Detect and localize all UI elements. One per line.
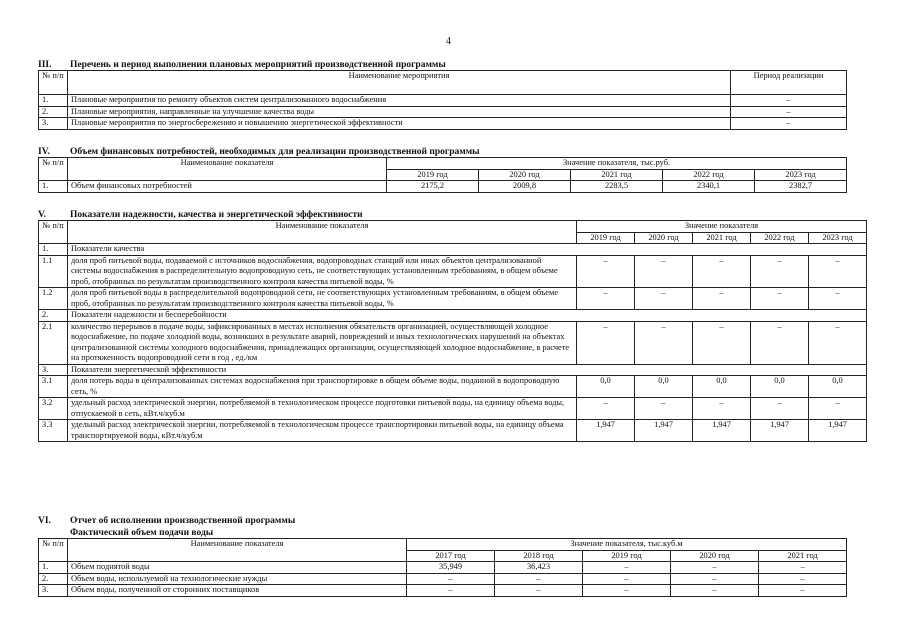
year-header: 2023 год: [809, 232, 867, 244]
year-header: 2021 год: [571, 169, 663, 181]
row-name: доля проб питьевой воды в распределительной водопроводной сети, не соответствующих установленным требованиям, в общем объеме проб, отобранных по результатам производственного контроля качества питьевой воды, %: [68, 288, 577, 310]
section-6-subtitle: Фактический объем подачи воды: [70, 528, 214, 538]
col-value-header: Значение показателя, тыс.куб.м: [407, 539, 847, 551]
row-value: –: [577, 398, 635, 420]
row-value: –: [693, 288, 751, 310]
row-value: –: [635, 255, 693, 288]
row-value: –: [495, 573, 583, 585]
row-name: Объем воды, полученной от сторонних поставщиков: [68, 585, 407, 597]
col-name-header: Наименование показателя: [68, 539, 407, 562]
table-header: [39, 221, 867, 233]
row-value: 0,0: [809, 376, 867, 398]
table-row: [39, 106, 847, 118]
row-value: –: [809, 255, 867, 288]
col-name-header: Наименование показателя: [68, 221, 577, 244]
row-value: –: [583, 585, 671, 597]
section-title: Перечень и период выполнения плановых мероприятий производственной программы: [70, 60, 446, 70]
water-supply-table: [38, 538, 847, 597]
row-number: 2.: [39, 310, 68, 322]
row-name: Плановые мероприятия по энергосбережению и повышению энергетической эффективности: [68, 118, 731, 130]
row-value: –: [407, 573, 495, 585]
row-value: –: [635, 288, 693, 310]
row-value: –: [693, 321, 751, 364]
row-number: 3.: [39, 585, 68, 597]
row-number: 1.: [39, 562, 68, 574]
page-number: 4: [446, 36, 451, 47]
section-number: III.: [38, 60, 52, 70]
col-num-header: № п/п: [39, 221, 68, 244]
year-header: 2019 год: [387, 169, 479, 181]
row-value: –: [809, 321, 867, 364]
group-name: Показатели качества: [68, 244, 867, 256]
table-row: [39, 376, 867, 398]
table-row: [39, 118, 847, 130]
row-name: Плановые мероприятия по ремонту объектов систем централизованного водоснабжения: [68, 95, 731, 107]
row-value: –: [495, 585, 583, 597]
section-4-heading: [38, 147, 480, 157]
row-value: 36,423: [495, 562, 583, 574]
row-number: 3.3: [39, 420, 68, 442]
year-header: 2019 год: [577, 232, 635, 244]
year-header: 2020 год: [671, 550, 759, 562]
table-header: [39, 539, 847, 551]
row-value: –: [635, 398, 693, 420]
table-header: [39, 158, 847, 170]
row-period: –: [731, 118, 847, 130]
year-header: 2023 год: [755, 169, 847, 181]
col-period-header: Период реализации: [731, 71, 847, 95]
group-name: Показатели надежности и бесперебойности: [68, 310, 867, 322]
row-name: Объем поднятой воды: [68, 562, 407, 574]
row-name: Объем финансовых потребностей: [68, 181, 387, 193]
col-num-header: № п/п: [39, 539, 68, 562]
indicators-table: [38, 220, 867, 442]
row-value: 0,0: [693, 376, 751, 398]
row-value: 0,0: [751, 376, 809, 398]
row-value: 1,947: [577, 420, 635, 442]
row-value: 2009,8: [479, 181, 571, 193]
row-name: Объем воды, используемой на технологические нужды: [68, 573, 407, 585]
row-name: удельный расход электрической энергии, потребляемой в технологическом процессе транспортировки питьевой воды, на единицу объема транспортируемой воды, кВт.ч/куб.м: [68, 420, 577, 442]
row-value: –: [577, 288, 635, 310]
group-name: Показатели энергетической эффективности: [68, 364, 867, 376]
row-value: 1,947: [635, 420, 693, 442]
col-value-header: Значение показателя: [577, 221, 867, 233]
row-value: –: [635, 321, 693, 364]
table-row: [39, 95, 847, 107]
table-row: [39, 573, 847, 585]
row-number: 3.: [39, 364, 68, 376]
row-value: –: [759, 585, 847, 597]
row-value: –: [577, 255, 635, 288]
row-value: –: [671, 585, 759, 597]
row-number: 1.: [39, 181, 68, 193]
row-number: 1.2: [39, 288, 68, 310]
row-name: доля проб питьевой воды, подаваемой с источников водоснабжения, водопроводных станций или иных объектов централизованной системы водоснабжения в распределительную водопроводную сеть, не соответствующих установленным требованиям, в общем объеме проб, отобранных по результатам производственного контроля качества питьевой воды, %: [68, 255, 577, 288]
year-header: 2022 год: [751, 232, 809, 244]
section-number: VI.: [38, 516, 51, 526]
group-row: [39, 310, 867, 322]
row-value: 2175,2: [387, 181, 479, 193]
row-value: –: [583, 573, 671, 585]
row-value: –: [693, 255, 751, 288]
row-period: –: [731, 106, 847, 118]
table-row: [39, 255, 867, 288]
row-value: 0,0: [577, 376, 635, 398]
table-row: [39, 585, 847, 597]
group-row: [39, 364, 867, 376]
row-number: 2.1: [39, 321, 68, 364]
row-number: 3.1: [39, 376, 68, 398]
row-value: –: [809, 398, 867, 420]
row-number: 2.: [39, 573, 68, 585]
row-value: –: [671, 573, 759, 585]
row-value: –: [809, 288, 867, 310]
row-value: 0,0: [635, 376, 693, 398]
year-header: 2020 год: [635, 232, 693, 244]
year-header: 2019 год: [583, 550, 671, 562]
section-3-heading: [38, 60, 446, 70]
col-num-header: № п/п: [39, 158, 68, 181]
row-value: 1,947: [693, 420, 751, 442]
row-value: –: [693, 398, 751, 420]
row-name: удельный расход электрической энергии, потребляемой в технологическом процессе подготовки питьевой воды, на единицу объема воды, отпускаемой в сеть, кВт.ч/куб.м: [68, 398, 577, 420]
table-row: [39, 398, 867, 420]
row-number: 1.: [39, 95, 68, 107]
col-num-header: № п/п: [39, 71, 68, 95]
group-row: [39, 244, 867, 256]
section-title: Объем финансовых потребностей, необходимых для реализации производственной программы: [70, 147, 480, 157]
financial-needs-table: [38, 157, 847, 193]
table-row: [39, 420, 867, 442]
year-header: 2018 год: [495, 550, 583, 562]
section-5-heading: [38, 210, 363, 220]
row-value: –: [751, 321, 809, 364]
year-header: 2021 год: [759, 550, 847, 562]
table-row: [39, 181, 847, 193]
row-value: –: [751, 288, 809, 310]
row-value: –: [407, 585, 495, 597]
year-header: 2021 год: [693, 232, 751, 244]
year-header: 2020 год: [479, 169, 571, 181]
table-row: [39, 562, 847, 574]
table-header: [39, 71, 847, 95]
table-row: [39, 288, 867, 310]
row-value: 1,947: [751, 420, 809, 442]
year-header: 2017 год: [407, 550, 495, 562]
row-value: 2382,7: [755, 181, 847, 193]
col-name-header: Наименование мероприятия: [68, 71, 731, 95]
row-value: –: [577, 321, 635, 364]
row-name: доля потерь воды в централизованных системах водоснабжения при транспортировке в общем объеме воды, поданной в водопроводную сеть, %: [68, 376, 577, 398]
plan-measures-table: [38, 70, 847, 130]
row-value: –: [671, 562, 759, 574]
row-name: количество перерывов в подаче воды, зафиксированных в местах исполнения обязательств организацией, осуществляющей холодное водоснабжение, по подаче холодной воды, возникших в результате аварий, повреждений и иных технологических нарушений на объектах централизованной системы холодного водоснабжения, принадлежащих организации, осуществляющей холодное водоснабжение, в расчете на протяженность водопроводной сети в год , ед./км: [68, 321, 577, 364]
row-period: –: [731, 95, 847, 107]
row-value: –: [751, 255, 809, 288]
row-value: –: [583, 562, 671, 574]
section-6-heading: [38, 516, 295, 526]
row-value: –: [751, 398, 809, 420]
year-header: 2022 год: [663, 169, 755, 181]
table-row: [39, 321, 867, 364]
section-number: V.: [38, 210, 47, 220]
row-value: 1,947: [809, 420, 867, 442]
row-value: 2340,1: [663, 181, 755, 193]
row-number: 1.: [39, 244, 68, 256]
row-number: 2.: [39, 106, 68, 118]
section-number: IV.: [38, 147, 50, 157]
row-number: 3.: [39, 118, 68, 130]
col-name-header: Наименование показателя: [68, 158, 387, 181]
section-title: Отчет об исполнении производственной программы: [70, 516, 296, 526]
row-value: 35,949: [407, 562, 495, 574]
row-number: 3.2: [39, 398, 68, 420]
section-title: Показатели надежности, качества и энергетической эффективности: [70, 210, 363, 220]
col-value-header: Значение показателя, тыс.руб.: [387, 158, 847, 170]
row-value: 2283,5: [571, 181, 663, 193]
row-value: –: [759, 562, 847, 574]
row-value: –: [759, 573, 847, 585]
row-name: Плановые мероприятия, направленные на улучшение качества воды: [68, 106, 731, 118]
row-number: 1.1: [39, 255, 68, 288]
